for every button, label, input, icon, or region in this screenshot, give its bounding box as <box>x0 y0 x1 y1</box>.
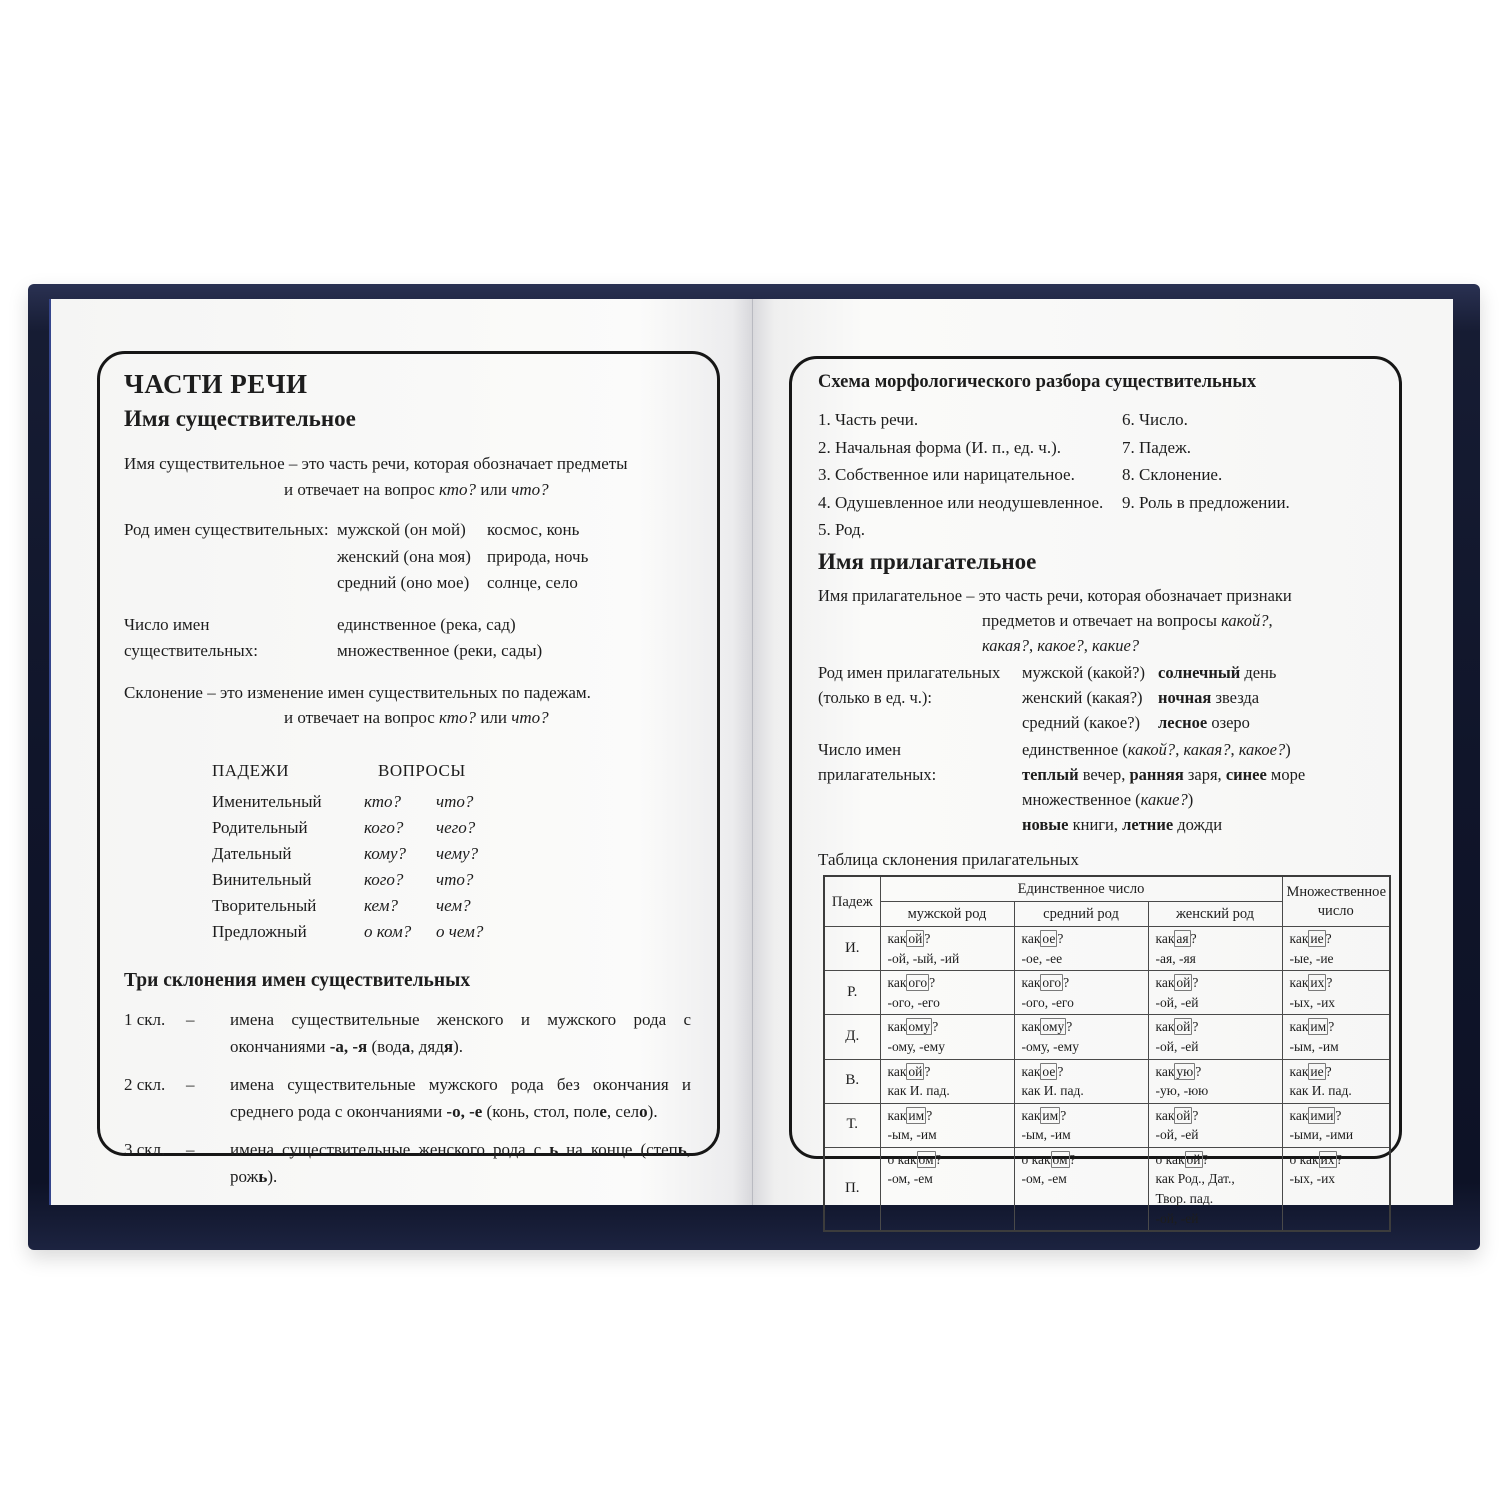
noun-definition-line2: и отвечает на вопрос кто? или что? <box>284 479 549 499</box>
gender-form: средний (оно мое) <box>337 573 470 592</box>
adj-gender-form: женский (какая?) <box>1022 687 1143 707</box>
table-row <box>824 927 1390 971</box>
gender-form: женский (она моя) <box>337 546 471 566</box>
header-case: Падеж <box>824 876 880 927</box>
noun-number-values <box>337 612 542 665</box>
schema-item: 9. Роль в предложении. <box>1122 492 1290 512</box>
schema-column-left <box>818 406 1122 544</box>
right-page-frame <box>789 356 1402 1226</box>
schema-item: 6. Число. <box>1122 410 1188 429</box>
cases-list <box>212 758 691 945</box>
case-question-1: кем? <box>364 895 398 915</box>
cell-feminine: как ая ? -ая, -яя <box>1148 927 1282 971</box>
adj-number-line: множественное (какие?) <box>1022 789 1194 809</box>
row-case: Р. <box>824 971 880 1015</box>
case-question-2: о чем? <box>436 921 484 941</box>
table-row <box>824 1103 1390 1147</box>
gender-form: мужской (он мой) <box>337 520 466 539</box>
cell-plural: как ие ? -ые, -ие <box>1282 927 1390 971</box>
case-name: Творительный <box>212 895 317 915</box>
cell-masculine: как ой ? -ой, -ый, -ий <box>880 927 1014 971</box>
case-question-1: о ком? <box>364 921 412 941</box>
noun-gender-label: Род имен существительных: <box>124 520 329 539</box>
morph-schema-list <box>818 406 1379 544</box>
noun-gender-examples <box>487 517 588 597</box>
table-row <box>824 1015 1390 1059</box>
cell-plural: как ими ? -ыми, -ими <box>1282 1103 1390 1147</box>
adj-definition-line2: предметов и отвечает на вопросы какой?, <box>982 610 1273 630</box>
cell-plural: как ие ? как И. пад. <box>1282 1059 1390 1103</box>
declension-definition-line1: Склонение – это изменение имен существительных по падежам. <box>124 682 591 702</box>
schema-item: 1. Часть речи. <box>818 410 919 429</box>
cell-neuter: как ое ? -ое, -ее <box>1014 927 1148 971</box>
adj-definition-line1: Имя прилагательное – это часть речи, которая обозначает признаки <box>818 585 1292 605</box>
schema-column-right <box>1122 406 1290 544</box>
cases-header-names: ПАДЕЖИ <box>212 760 290 780</box>
cell-feminine: как ую ? -ую, -юю <box>1148 1059 1282 1103</box>
adj-gender-form: мужской (какой?) <box>1022 662 1145 682</box>
noun-section-heading: Имя существительное <box>124 406 356 431</box>
adj-gender-label-line2: (только в ед. ч.): <box>818 687 933 707</box>
case-name: Дательный <box>212 843 292 863</box>
cell-masculine: о как ом ? -ом, -ем <box>880 1147 1014 1231</box>
declension-number: 1 скл. <box>124 1009 166 1029</box>
cell-plural: о как их ? -ых, -их <box>1282 1147 1390 1231</box>
schema-item: 4. Одушевленное или неодушевленное. <box>818 492 1104 512</box>
dash: – <box>186 1139 195 1159</box>
cell-plural: как им ? -ым, -им <box>1282 1015 1390 1059</box>
page-title: ЧАСТИ РЕЧИ <box>124 369 308 399</box>
number-value: множественное (реки, сады) <box>337 641 543 660</box>
declension-number: 2 скл. <box>124 1074 166 1094</box>
schema-item: 2. Начальная форма (И. п., ед. ч.). <box>818 437 1061 457</box>
declension-item <box>124 1006 691 1060</box>
noun-number-label: Число имен существительных: <box>124 614 258 660</box>
cases-header <box>212 758 691 784</box>
dash: – <box>186 1074 195 1094</box>
adj-number-line: единственное (какой?, какая?, какое?) <box>1022 739 1291 759</box>
cell-masculine: как ой ? как И. пад. <box>880 1059 1014 1103</box>
adjective-declension-table <box>823 875 1391 1232</box>
adj-gender-forms <box>1022 660 1158 735</box>
case-row <box>212 789 691 815</box>
case-question-2: что? <box>436 791 474 811</box>
cell-neuter: как им ? -ым, -им <box>1014 1103 1148 1147</box>
adj-table-title: Таблица склонения прилагательных <box>818 849 1079 869</box>
case-name: Именительный <box>212 791 322 811</box>
cell-plural: как их ? -ых, -их <box>1282 971 1390 1015</box>
row-case: В. <box>824 1059 880 1103</box>
case-question-1: кого? <box>364 817 404 837</box>
adj-gender-examples <box>1158 660 1276 735</box>
adjective-number-block <box>818 737 1379 837</box>
case-name: Родительный <box>212 817 308 837</box>
noun-number-block <box>124 612 691 665</box>
declension-item <box>124 1136 691 1190</box>
book-spine <box>752 299 753 1205</box>
case-row <box>212 867 691 893</box>
cell-masculine: как ого ? -ого, -его <box>880 971 1014 1015</box>
declension-text: имена существительные мужского рода без окончания и среднего рода с окончаниями -о, -е (конь, стол, поле, село). <box>230 1074 691 1121</box>
case-row <box>212 815 691 841</box>
schema-item: 5. Род. <box>818 520 865 540</box>
gender-example: космос, конь <box>487 520 580 539</box>
adj-gender-form: средний (какое?) <box>1022 712 1141 732</box>
adj-number-values <box>1022 737 1305 837</box>
three-declensions-heading: Три склонения имен существительных <box>124 969 471 991</box>
header-neuter: средний род <box>1014 902 1148 927</box>
schema-item: 8. Склонение. <box>1122 465 1223 485</box>
case-row <box>212 919 691 945</box>
noun-gender-forms <box>337 517 487 597</box>
header-feminine: женский род <box>1148 902 1282 927</box>
adj-gender-example: солнечный день <box>1158 662 1277 682</box>
declension-text: имена существительные женского рода с ь на конце (степь, рожь). <box>230 1139 691 1186</box>
noun-definition <box>124 451 691 502</box>
cell-masculine: как ому ? -ому, -ему <box>880 1015 1014 1059</box>
header-plural: Множественное число <box>1282 876 1390 927</box>
noun-gender-block <box>124 517 691 597</box>
case-question-2: чего? <box>436 817 476 837</box>
cell-feminine: о как ой ? как Род., Дат., Твор. пад. -ой, -ей <box>1148 1147 1282 1231</box>
case-question-2: чему? <box>436 843 479 863</box>
case-row <box>212 893 691 919</box>
schema-item: 3. Собственное или нарицательное. <box>818 465 1075 485</box>
cell-neuter: как ому ? -ому, -ему <box>1014 1015 1148 1059</box>
table-row <box>824 1059 1390 1103</box>
case-question-2: чем? <box>436 895 471 915</box>
adj-gender-example: ночная звезда <box>1158 687 1260 707</box>
cell-feminine: как ой ? -ой, -ей <box>1148 1103 1282 1147</box>
cell-masculine: как им ? -ым, -им <box>880 1103 1014 1147</box>
cell-neuter: о как ом ? -ом, -ем <box>1014 1147 1148 1231</box>
table-row <box>824 971 1390 1015</box>
adjective-gender-block <box>818 660 1379 735</box>
adj-number-label: Число имен прилагательных: <box>818 739 937 784</box>
cell-feminine: как ой ? -ой, -ей <box>1148 971 1282 1015</box>
row-case: Д. <box>824 1015 880 1059</box>
table-row <box>824 1147 1390 1231</box>
adj-gender-example: лесное озеро <box>1158 712 1250 732</box>
schema-item: 7. Падеж. <box>1122 437 1192 457</box>
case-row <box>212 841 691 867</box>
morph-schema-heading: Схема морфологического разбора существительных <box>818 372 1257 392</box>
row-case: И. <box>824 927 880 971</box>
declension-definition-line2: и отвечает на вопрос кто? или что? <box>284 708 549 727</box>
row-case: Т. <box>824 1103 880 1147</box>
adjective-definition <box>818 583 1379 658</box>
case-name: Винительный <box>212 869 312 889</box>
adjective-section-heading: Имя прилагательное <box>818 548 1037 574</box>
case-question-1: кого? <box>364 869 404 889</box>
cases-header-questions: ВОПРОСЫ <box>378 760 466 780</box>
gender-example: природа, ночь <box>487 546 589 566</box>
header-masculine: мужской род <box>880 902 1014 927</box>
adj-number-line: новые книги, летние дожди <box>1022 814 1223 834</box>
case-question-1: кто? <box>364 791 402 811</box>
adj-definition-line3: какая?, какое?, какие? <box>982 635 1140 655</box>
adj-gender-label-line1: Род имен прилагательных <box>818 662 1001 682</box>
case-name: Предложный <box>212 921 307 941</box>
gender-example: солнце, село <box>487 573 578 592</box>
table-header-row <box>824 876 1390 902</box>
noun-definition-line1: Имя существительное – это часть речи, которая обозначает предметы <box>124 454 628 473</box>
declension-text: имена существительные женского и мужского рода с окончаниями -а, -я (вода, дядя). <box>230 1009 691 1056</box>
dash: – <box>186 1009 195 1029</box>
notebook-cover <box>28 284 1480 1250</box>
case-question-2: что? <box>436 869 474 889</box>
adj-number-line: теплый вечер, ранняя заря, синее море <box>1022 764 1306 784</box>
case-question-1: кому? <box>364 843 407 863</box>
row-case: П. <box>824 1147 880 1231</box>
cell-neuter: как ое ? как И. пад. <box>1014 1059 1148 1103</box>
left-page-frame <box>97 351 720 1186</box>
declension-definition <box>124 680 691 731</box>
cell-neuter: как ого ? -ого, -его <box>1014 971 1148 1015</box>
declension-item <box>124 1071 691 1125</box>
header-singular: Единственное число <box>880 876 1282 902</box>
open-page-spread <box>49 299 1453 1226</box>
declension-number: 3 скл. <box>124 1139 166 1159</box>
number-value: единственное (река, сад) <box>337 614 516 634</box>
adj-gender-label <box>818 660 1022 735</box>
cell-feminine: как ой ? -ой, -ей <box>1148 1015 1282 1059</box>
